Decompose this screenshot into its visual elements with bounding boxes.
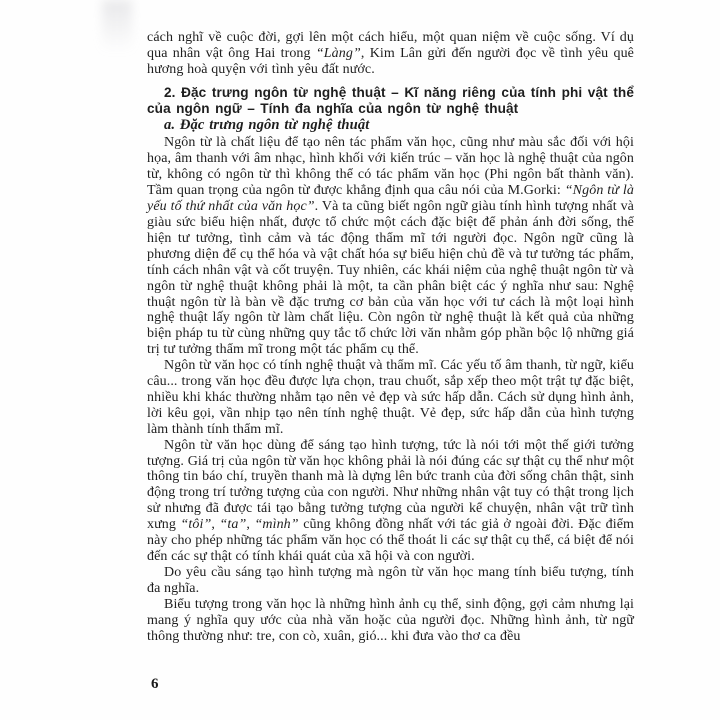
page-number: 6 xyxy=(151,676,159,692)
sub-heading-a: a. Đặc trưng ngôn từ nghệ thuật xyxy=(164,116,370,133)
section-heading-2: 2. Đặc trưng ngôn từ nghệ thuật – Kĩ năng riêng của tính phi vật thể của ngôn ngữ – Tính đa nghĩa của ngôn từ nghệ thuật xyxy=(147,84,634,116)
paragraph-intro: cách nghĩ về cuộc đời, gợi lên một cách hiểu, một quan niệm về cuộc sống. Ví dụ qua nhân vật ông Hai trong “Làng”, Kim Lân gửi đến người đọc về tình yêu quê hương hoà quyện với tình yêu đất nước. xyxy=(147,30,634,77)
paragraph-tinh-bieu-tuong: Do yêu cầu sáng tạo hình tượng mà ngôn từ văn học mang tính biểu tượng, tính đa nghĩa. xyxy=(147,564,634,596)
paragraph-sang-tao-hinh-tuong: Ngôn từ văn học dùng để sáng tạo hình tượng, tức là nói tới một thế giới tưởng tượng. Giá trị của ngôn từ văn học không phải là nói đúng các sự thật cụ thể như một thông tin báo chí, truyền thanh mà là dựng lên bức tranh của đời sống chân thật, sinh động trong trí tưởng tượng của con người. Như những nhân vật tuy có thật trong lịch sử nhưng đã được tái tạo bằng tưởng tượng của người kể chuyện, nhân vật trữ tình xưng “tôi”, “ta”, “mình” cũng không đồng nhất với tác giả ở ngoài đời. Đặc điểm này cho phép những tác phẩm văn học có thể thoát li các sự thật cụ thể, cá biệt để nói đến các sự thật có tính khái quát của xã hội và con người. xyxy=(147,437,635,564)
paragraph-bieu-tuong-van-hoc: Biểu tượng trong văn học là những hình ảnh cụ thể, sinh động, gợi cảm nhưng lại mang ý nghĩa quy ước của nhà văn hoặc của người đọc. Những hình ảnh, từ ngữ thông thường như: tre, con cò, xuân, gió... khi đưa vào thơ ca đều xyxy=(147,596,634,644)
paragraph-ngon-tu-chat-lieu: Ngôn từ là chất liệu để tạo nên tác phẩm văn học, cũng như màu sắc đối với hội họa, âm thanh với âm nhạc, hình khối với kiến trúc – văn học là nghệ thuật của ngôn từ, không có ngôn từ thì không thể có tác phẩm văn học (Phi ngôn bất thành văn). Tầm quan trọng của ngôn từ được khẳng định qua câu nói của M.Gorki: “Ngôn từ là yếu tố thứ nhất của văn học”. Và ta cũng biết ngôn ngữ giàu tính hình tượng nhất và giàu sức biểu hiện nhất, được tổ chức một cách đặc biệt để phản ánh đời sống, thể hiện tư tưởng, tình cảm và tác động thẩm mĩ tới người đọc. Ngôn ngữ cũng là phương diện để cụ thể hóa và vật chất hóa sự biểu hiện chủ đề và tư tưởng tác phẩm, tính cách nhân vật và cốt truyện. Tuy nhiên, các khái niệm của nghệ thuật ngôn từ và ngôn từ nghệ thuật không phải là một, ta cần phân biệt các ý nghĩa như sau: Nghệ thuật ngôn từ là bàn về đặc trưng cơ bản của văn học với tư cách là một loại hình nghệ thuật lấy ngôn từ làm chất liệu. Còn ngôn từ nghệ thuật là kết quả của những biện pháp tu từ cùng những quy tắc tổ chức lời văn nhằm góp phần bộc lộ những giá trị tư tưởng thẩm mĩ trong một tác phẩm cụ thể. xyxy=(147,135,634,358)
text-column xyxy=(147,30,634,644)
paragraph-tinh-nghe-thuat-tham-mi: Ngôn từ văn học có tính nghệ thuật và thẩm mĩ. Các yếu tố âm thanh, từ ngữ, kiểu câu... trong văn học đều được lựa chọn, trau chuốt, sắp xếp theo một trật tự đặc biệt, nhiều khi khác thường nhằm tạo nên vẻ đẹp và sức hấp dẫn. Cách sử dụng hình ảnh, lời kêu gọi, vần nhịp tạo nên tính nghệ thuật. Vẻ đẹp, sức hấp dẫn của hình tượng làm thành tính thẩm mĩ. xyxy=(147,358,634,437)
scan-smudge xyxy=(102,0,132,52)
